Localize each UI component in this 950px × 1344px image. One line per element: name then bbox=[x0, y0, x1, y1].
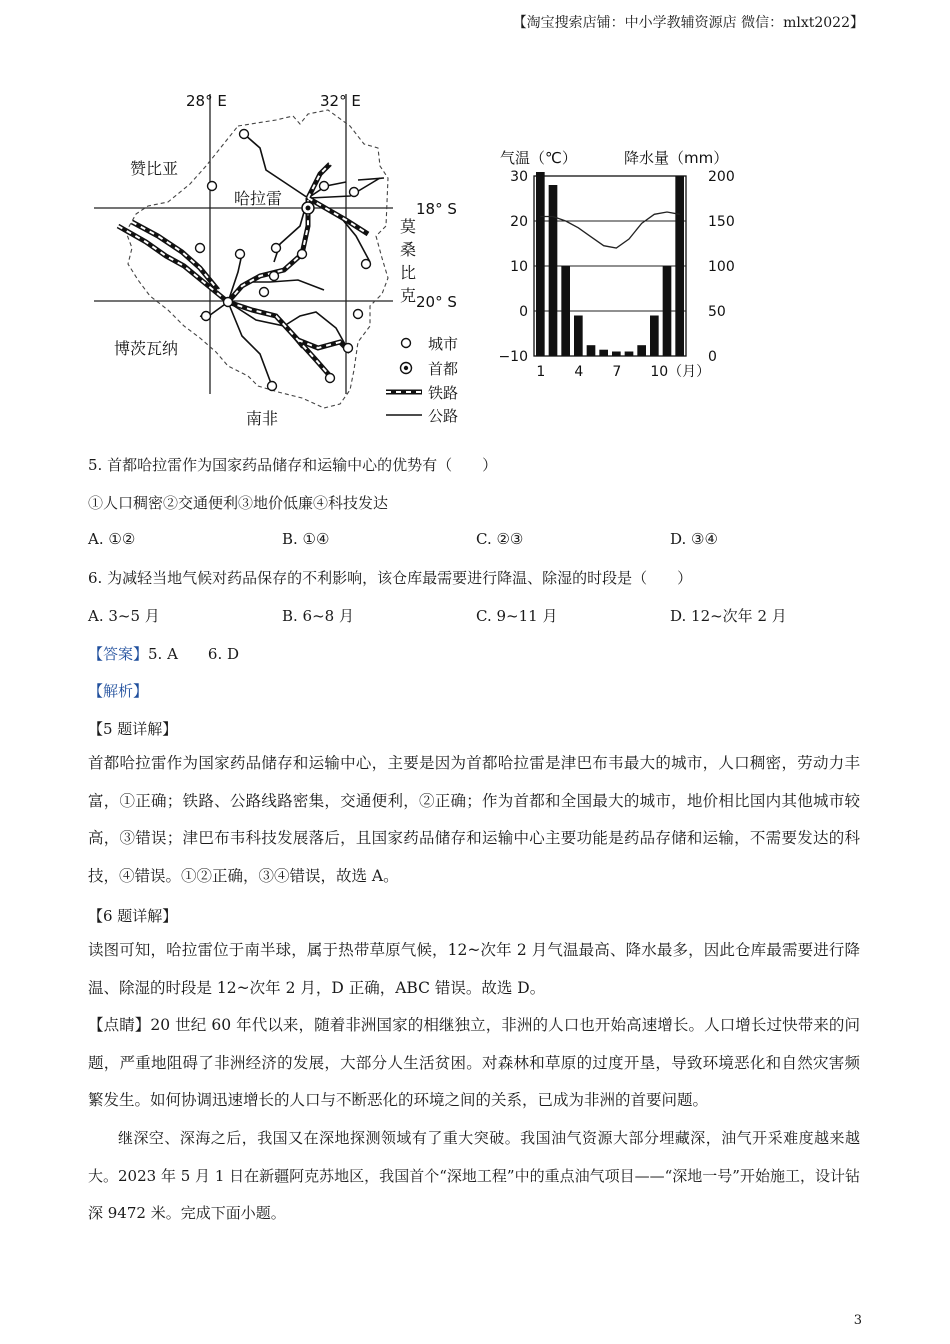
y-left-ticks bbox=[498, 169, 528, 365]
analysis-label: 【解析】 bbox=[88, 682, 149, 700]
label-south-africa: 南非 bbox=[246, 409, 279, 428]
label-lat-20: 20° S bbox=[416, 293, 457, 311]
y-left-tick-label: 30 bbox=[510, 169, 528, 185]
question-5: 5. 首都哈拉雷作为国家药品储存和运输中心的优势有（ ） bbox=[88, 456, 498, 474]
legend-capital: 首都 bbox=[428, 360, 459, 378]
precip-bar bbox=[663, 266, 672, 356]
x-tick-label: 7 bbox=[612, 364, 622, 380]
chart-title-left: 气温（℃） bbox=[500, 149, 577, 167]
precip-bar bbox=[650, 316, 659, 357]
q6-option-b: B. 6~8 月 bbox=[282, 607, 354, 625]
capital-marker bbox=[302, 202, 314, 214]
question-6: 6. 为减轻当地气候对药品保存的不利影响，该仓库最需要进行降温、除湿的时段是（ ） bbox=[88, 569, 693, 587]
climate-chart bbox=[494, 140, 748, 388]
dianjing-label: 【点睛】 bbox=[88, 1016, 151, 1034]
x-tick-label: 10（月） bbox=[650, 364, 711, 380]
question-5-items: ①人口稠密②交通便利③地价低廉④科技发达 bbox=[88, 494, 389, 512]
y-left-tick-label: 0 bbox=[519, 304, 528, 320]
dianjing-block bbox=[88, 1007, 860, 1120]
city-markers bbox=[196, 130, 371, 391]
y-right-tick-label: 0 bbox=[708, 349, 717, 365]
q5-option-a: A. ①② bbox=[88, 530, 136, 548]
answer-text: 5. A 6. D bbox=[148, 645, 240, 663]
y-right-tick-label: 50 bbox=[708, 304, 726, 320]
next-passage: 继深空、深海之后，我国又在深地探测领域有了重大突破。我国油气资源大部分埋藏深，油气开采难度越来越大。2023 年 5 月 1 日在新疆阿克苏地区，我国首个“深地工程”中的重点油气项目——“深地一号”开始施工，设计钻深 9472 米。完成下面小题。 bbox=[88, 1129, 860, 1222]
country-border bbox=[126, 110, 388, 408]
chart-title-right: 降水量（mm） bbox=[624, 149, 729, 167]
answer-label: 【答案】 bbox=[88, 645, 149, 663]
precip-bar bbox=[612, 352, 621, 357]
label-mozambique-4: 克 bbox=[400, 286, 417, 305]
detail-6-label: 【6 题详解】 bbox=[88, 907, 178, 925]
label-lon-32: 32° E bbox=[320, 92, 361, 110]
label-lon-28: 28° E bbox=[186, 92, 227, 110]
q6-option-a: A. 3~5 月 bbox=[88, 607, 160, 625]
q6-option-d: D. 12~次年 2 月 bbox=[670, 607, 787, 625]
answer-line bbox=[88, 643, 239, 664]
legend-road: 公路 bbox=[428, 407, 459, 425]
precip-bars bbox=[536, 172, 684, 356]
x-tick-label: 1 bbox=[536, 364, 546, 380]
detail-5-text: 首都哈拉雷作为国家药品储存和运输中心，主要是因为首都哈拉雷是津巴布韦最大的城市，人口稠密，劳动力丰富，①正确；铁路、公路线路密集，交通便利，②正确；作为首都和全国最大的城市，地价相比国内其他城市较高，③错误；津巴布韦科技发展落后，且国家药品储存和运输中心主要功能是药品存储和运输，不需要发达的科技，④错误。①②正确，③④错误，故选 A。 bbox=[88, 754, 860, 885]
y-right-tick-label: 100 bbox=[708, 259, 735, 275]
label-lat-18: 18° S bbox=[416, 200, 457, 218]
precip-bar bbox=[587, 345, 596, 356]
q6-option-c: C. 9~11 月 bbox=[476, 607, 558, 625]
label-mozambique-3: 比 bbox=[400, 263, 417, 282]
legend-city-icon bbox=[402, 339, 411, 348]
map-legend bbox=[386, 335, 458, 425]
precip-bar bbox=[549, 185, 558, 356]
dianjing-text: 20 世纪 60 年代以来，随着非洲国家的相继独立，非洲的人口也开始高速增长。人口增长过快带来的问题，严重地阻碍了非洲经济的发展，大部分人生活贫困。对森林和草原的过度开垦，导致环境恶化和自然灾害频繁发生。如何协调迅速增长的人口与不断恶化的环境之间的关系，已成为非洲的首要问题。 bbox=[88, 1016, 860, 1109]
x-tick-label: 4 bbox=[574, 364, 584, 380]
precip-bar bbox=[625, 352, 634, 357]
label-mozambique-1: 莫 bbox=[400, 217, 417, 236]
page-number: 3 bbox=[853, 1313, 862, 1328]
x-ticks bbox=[536, 364, 710, 380]
q5-option-d: D. ③④ bbox=[670, 530, 718, 548]
label-zambia: 赞比亚 bbox=[130, 159, 179, 178]
q5-option-b: B. ①④ bbox=[282, 530, 330, 548]
header-note: 【淘宝搜索店铺：中小学教辅资源店 微信：mlxt2022】 bbox=[512, 15, 864, 31]
precip-bar bbox=[599, 350, 608, 356]
precip-bar bbox=[561, 266, 570, 356]
detail-6-text: 读图可知，哈拉雷位于南半球，属于热带草原气候，12~次年 2 月气温最高、降水最多，因此仓库最需要进行降温、除湿的时段是 12~次年 2 月，D 正确，ABC 错误。故选 D。 bbox=[88, 941, 860, 997]
y-right-tick-label: 200 bbox=[708, 169, 735, 185]
label-mozambique-2: 桑 bbox=[400, 240, 417, 259]
temp-line bbox=[540, 212, 679, 248]
precip-bar bbox=[637, 345, 646, 356]
q5-option-c: C. ②③ bbox=[476, 530, 524, 548]
label-botswana: 博茨瓦纳 bbox=[114, 339, 179, 358]
precip-bar bbox=[536, 172, 545, 356]
precip-bar bbox=[574, 316, 583, 357]
detail-5-label: 【5 题详解】 bbox=[88, 720, 178, 738]
y-left-tick-label: −10 bbox=[498, 349, 528, 365]
legend-railway: 铁路 bbox=[428, 384, 459, 402]
zimbabwe-map bbox=[88, 86, 480, 434]
y-right-tick-label: 150 bbox=[708, 214, 735, 230]
y-left-tick-label: 10 bbox=[510, 259, 528, 275]
precip-bar bbox=[675, 176, 684, 356]
y-right-ticks bbox=[708, 169, 735, 365]
y-left-tick-label: 20 bbox=[510, 214, 528, 230]
legend-city: 城市 bbox=[428, 335, 459, 353]
label-harare: 哈拉雷 bbox=[234, 189, 283, 208]
